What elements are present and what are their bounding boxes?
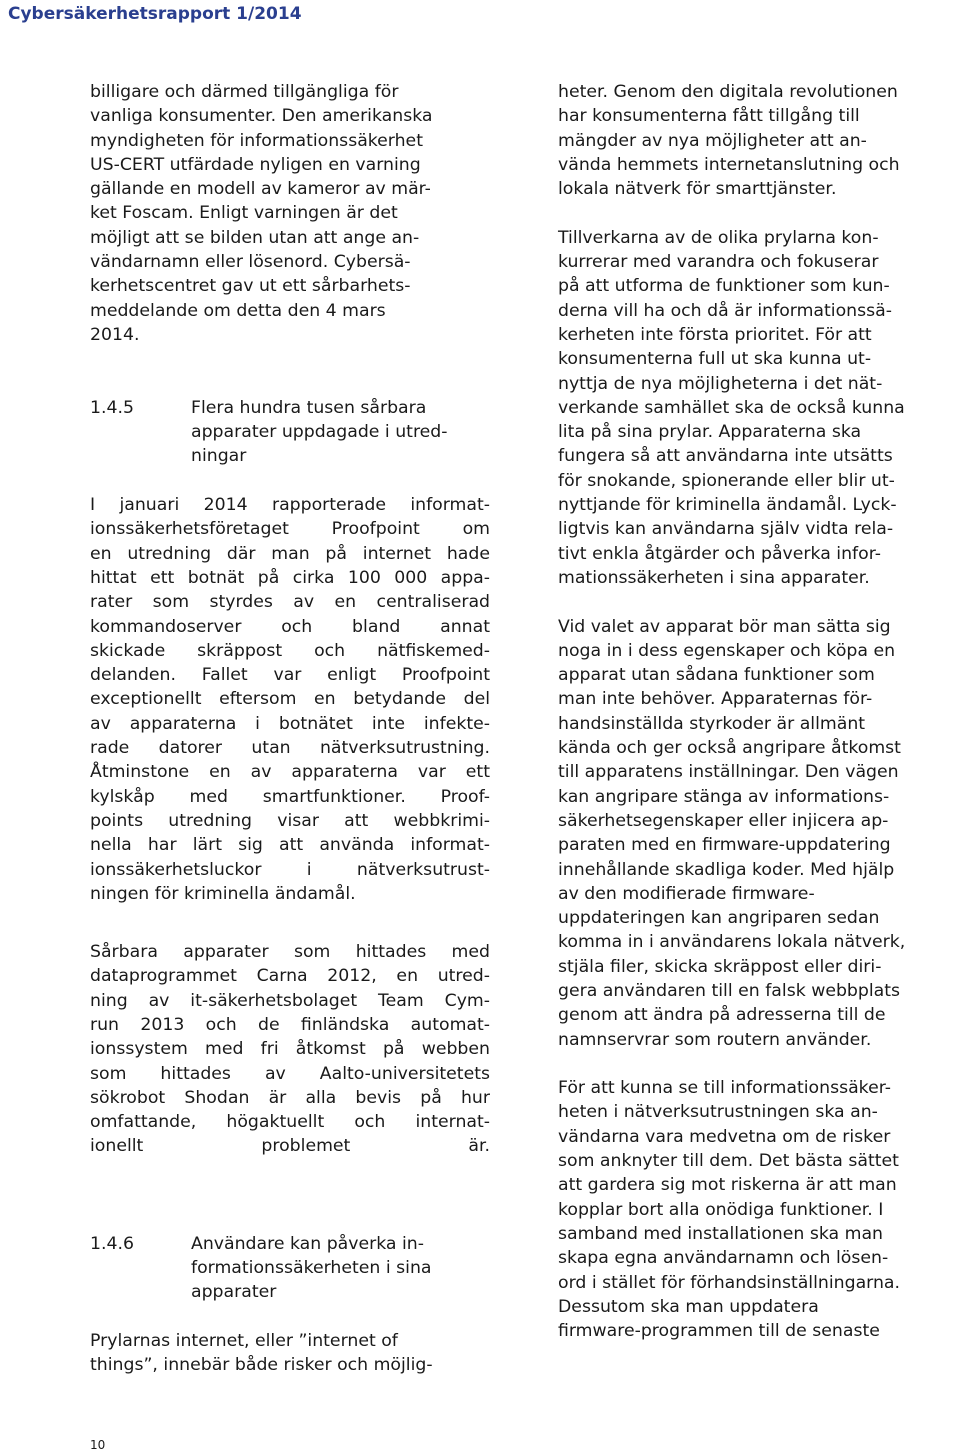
left-paragraph-4 <box>90 1329 490 1378</box>
text-line: Vid valet av apparat bör man sätta sig <box>558 616 891 637</box>
text-line: vändarna vara medvetna om de risker <box>558 1126 891 1147</box>
text-line: komma in i användarens lokala nätverk, <box>558 932 906 953</box>
page-number: 10 <box>90 1438 106 1452</box>
text-line: av den modifierade firmware- <box>558 883 815 904</box>
text-line: konsumenterna full ut ska kunna ut- <box>558 349 872 370</box>
text-line: sökrobot Shodan är alla bevis på hur <box>90 1087 490 1108</box>
text-line: handsinställda styrkoder är allmänt <box>558 713 866 734</box>
section-number: 1.4.5 <box>90 397 134 418</box>
text-line: kommandoserver och bland annat <box>90 616 490 637</box>
text-line: av apparaterna i botnätet inte infekte- <box>90 713 490 734</box>
text-line: mationssäkerheten i sina apparater. <box>558 567 870 588</box>
text-line: apparat utan sådana funktioner som <box>558 665 875 686</box>
report-title: Cybersäkerhetsrapport 1/2014 <box>8 4 302 24</box>
text-line: I januari 2014 rapporterade informat- <box>90 495 490 516</box>
text-line: innehållande skadliga koder. Med hjälp <box>558 859 895 880</box>
text-line: dataprogrammet Carna 2012, en utred- <box>90 966 490 987</box>
text-line: skapa egna användarnamn och lösen- <box>558 1248 889 1269</box>
text-line: paraten med en firmware-uppdatering <box>558 835 891 856</box>
right-paragraph-1 <box>558 80 958 201</box>
text-line: myndigheten för informationssäkerhet <box>90 130 423 151</box>
text-line: lokala nätverk för smarttjänster. <box>558 179 837 200</box>
text-line: som hittades av Aalto-universitetets <box>90 1063 490 1084</box>
section-heading-1-4-5 <box>90 396 490 469</box>
text-line: har konsumenterna fått tillgång till <box>558 106 860 127</box>
text-line: ionssystem med fri åtkomst på webben <box>90 1039 490 1060</box>
text-line: namnservrar som routern använder. <box>558 1029 872 1050</box>
text-line: uppdateringen kan angriparen sedan <box>558 908 880 929</box>
heading-line: formationssäkerheten i sina <box>191 1257 432 1278</box>
text-line: verkande samhället ska de också kunna <box>558 397 905 418</box>
text-line: för snokande, spionerande eller blir ut- <box>558 470 895 491</box>
text-line: firmware-programmen till de senaste <box>558 1321 880 1342</box>
text-line: Tillverkarna av de olika prylarna kon- <box>558 227 879 248</box>
text-line: noga in i dess egenskaper och köpa en <box>558 640 896 661</box>
text-line: derna vill ha och då är informationssä- <box>558 300 892 321</box>
text-line: Åtminstone en av apparaterna var ett <box>90 762 490 783</box>
text-line: ionssäkerhetsluckor i nätverksutrust- <box>90 859 490 880</box>
text-line: 2014. <box>90 324 140 345</box>
heading-line: ningar <box>191 446 247 467</box>
text-line: vända hemmets internetanslutning och <box>558 154 900 175</box>
text-line: nyttja de nya möjligheterna i det nät- <box>558 373 883 394</box>
text-line: tivt enkla åtgärder och påverka infor- <box>558 543 881 564</box>
text-line: rater som styrdes av en centraliserad <box>90 592 490 613</box>
right-paragraph-2 <box>558 226 958 590</box>
text-line: möjligt att se bilden utan att ange an- <box>90 227 420 248</box>
text-line: kan angripare stänga av informations- <box>558 786 890 807</box>
text-line: meddelande om detta den 4 mars <box>90 300 386 321</box>
text-line: till apparatens inställningar. Den vägen <box>558 762 899 783</box>
text-line: att gardera sig mot riskerna är att man <box>558 1175 897 1196</box>
text-line: vändarnamn eller lösenord. Cybersä- <box>90 252 411 273</box>
text-line: säkerhetsegenskaper eller injicera ap- <box>558 810 889 831</box>
text-line: stjäla filer, skicka skräppost eller diri- <box>558 956 882 977</box>
heading-line: apparater <box>191 1282 277 1303</box>
text-line: skickade skräppost och nätfiskemed- <box>90 640 490 661</box>
page-header <box>0 0 960 34</box>
text-line: hittat ett botnät på cirka 100 000 appa- <box>90 567 490 588</box>
text-line: För att kunna se till informationssäker- <box>558 1078 891 1099</box>
text-line: ket Foscam. Enligt varningen är det <box>90 203 398 224</box>
text-line: billigare och därmed tillgängliga för <box>90 82 399 102</box>
text-line: heten i nätverksutrustningen ska an- <box>558 1102 878 1123</box>
text-line: lita på sina prylar. Apparaterna ska <box>558 422 862 443</box>
text-line: på att utforma de funktioner som kun- <box>558 276 890 297</box>
text-line: ligtvis kan användarna själv vidta rela- <box>558 519 894 540</box>
text-line: vanliga konsumenter. Den amerikanska <box>90 106 433 127</box>
text-line: en utredning där man på internet hade <box>90 543 490 564</box>
text-line: ionssäkerhetsföretaget Proofpoint om <box>90 519 490 540</box>
text-line: kopplar bort alla onödiga funktioner. I <box>558 1199 884 1220</box>
left-paragraph-2 <box>90 493 490 906</box>
text-line: kerhetscentret gav ut ett sårbarhets- <box>90 276 411 297</box>
heading-line: apparater uppdagade i utred- <box>191 422 448 443</box>
text-line: gera användaren till en falsk webbplats <box>558 980 901 1001</box>
text-line: exceptionellt eftersom en betydande del <box>90 689 490 710</box>
text-line: samband med installationen ska man <box>558 1223 883 1244</box>
text-line: fungera så att användarna inte utsätts <box>558 446 893 467</box>
text-line: kerheten inte första prioritet. För att <box>558 324 872 345</box>
text-line: Dessutom ska man uppdatera <box>558 1296 819 1317</box>
left-paragraph-1 <box>90 80 490 347</box>
text-line: ning av it-säkerhetsbolaget Team Cym- <box>90 990 490 1011</box>
section-heading-1-4-6 <box>90 1232 490 1305</box>
text-line: run 2013 och de finländska automat- <box>90 1014 490 1035</box>
right-paragraph-3 <box>558 615 958 1052</box>
text-line: points utredning visar att webbkrimi- <box>90 810 490 831</box>
text-line: kylskåp med smartfunktioner. Proof- <box>90 786 490 807</box>
text-line: heter. Genom den digitala revolutionen <box>558 82 898 102</box>
text-line: ord i stället för förhandsinställningarna. <box>558 1272 901 1293</box>
text-line: ningen för kriminella ändamål. <box>90 883 356 904</box>
heading-line: Flera hundra tusen sårbara <box>191 397 427 418</box>
text-line: nyttjande för kriminella ändamål. Lyck- <box>558 495 897 516</box>
text-line: ionellt problemet är. <box>90 1136 490 1157</box>
text-line: man inte behöver. Apparaternas för- <box>558 689 873 710</box>
right-paragraph-4 <box>558 1076 958 1343</box>
left-column <box>90 80 490 1377</box>
left-paragraph-3 <box>90 940 490 1159</box>
text-line: som anknyter till dem. Det bästa sättet <box>558 1151 899 1172</box>
text-line: Prylarnas internet, eller ”internet of <box>90 1330 398 1351</box>
text-line: kända och ger också angripare åtkomst <box>558 738 901 759</box>
text-line: mängder av nya möjligheter att an- <box>558 130 867 151</box>
section-number: 1.4.6 <box>90 1233 134 1254</box>
heading-line: Användare kan påverka in- <box>191 1233 424 1254</box>
right-column <box>558 80 958 1343</box>
text-line: US-CERT utfärdade nyligen en varning <box>90 154 421 175</box>
text-line: nella har lärt sig att använda informat- <box>90 835 490 856</box>
text-line: delanden. Fallet var enligt Proofpoint <box>90 665 490 686</box>
text-line: things”, innebär både risker och möjlig- <box>90 1355 433 1376</box>
text-line: Sårbara apparater som hittades med <box>90 942 490 963</box>
text-line: genom att ändra på adresserna till de <box>558 1005 886 1026</box>
text-line: omfattande, högaktuellt och internat- <box>90 1112 490 1133</box>
text-line: rade datorer utan nätverksutrustning. <box>90 738 490 759</box>
text-line: gällande en modell av kameror av mär- <box>90 179 431 200</box>
text-line: kurrerar med varandra och fokuserar <box>558 252 879 273</box>
